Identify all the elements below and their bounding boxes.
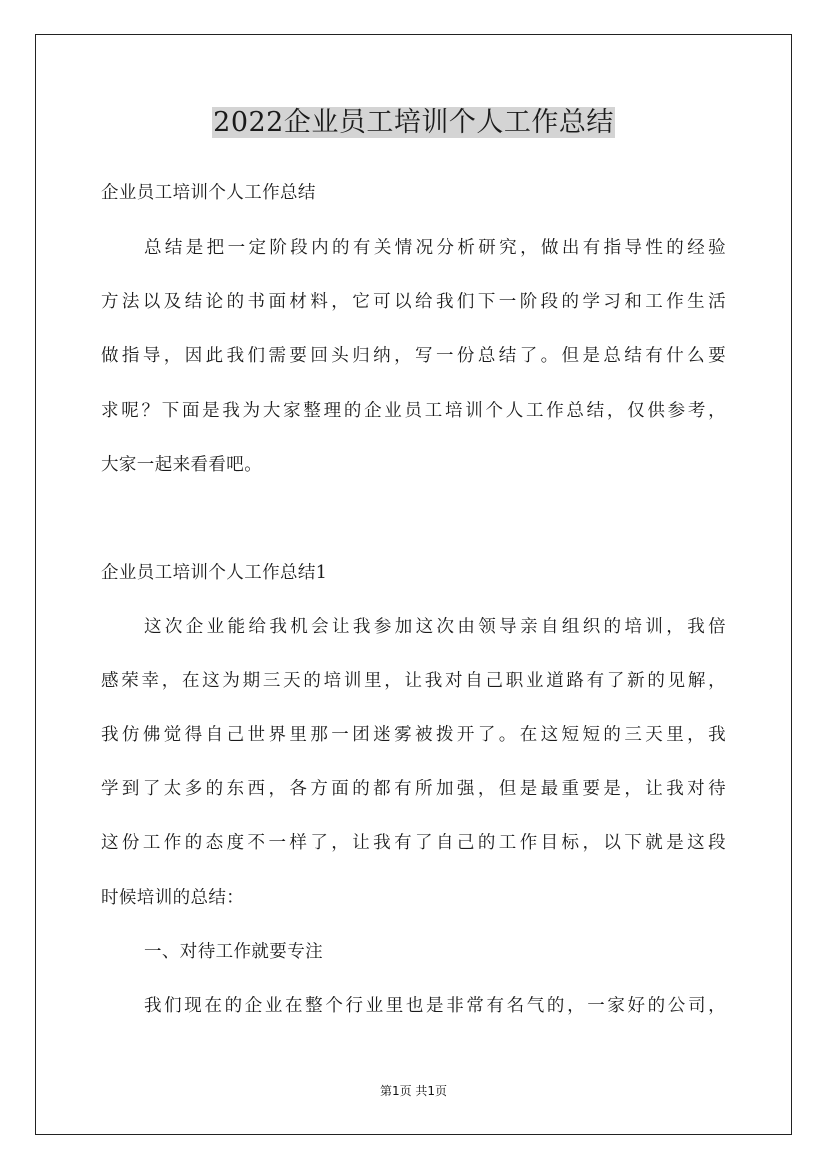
- paragraph-line: 这次企业能给我机会让我参加这次由领导亲自组织的培训，我倍: [144, 617, 726, 637]
- page-footer: 第1页 共1页: [379, 1084, 448, 1098]
- paragraph-line: 做指导，因此我们需要回头归纳，写一份总结了。但是总结有什么要: [101, 346, 726, 366]
- section-heading: 企业员工培训个人工作总结1: [101, 563, 328, 583]
- paragraph-line: 我们现在的企业在整个行业里也是非常有名气的，一家好的公司，: [144, 996, 726, 1016]
- paragraph-line: 我仿佛觉得自己世界里那一团迷雾被拨开了。在这短短的三天里，我: [101, 725, 726, 745]
- point-heading: 一、对待工作就要专注: [144, 942, 323, 962]
- paragraph-line: 求呢？下面是我为大家整理的企业员工培训个人工作总结，仅供参考，: [101, 401, 726, 421]
- document-title-text: 2022企业员工培训个人工作总结: [213, 107, 614, 138]
- paragraph-line: 这份工作的态度不一样了，让我有了自己的工作目标，以下就是这段: [101, 833, 726, 853]
- paragraph-line: 大家一起来看看吧。: [101, 455, 263, 475]
- paragraph-line: 学到了太多的东西，各方面的都有所加强，但是最重要是，让我对待: [101, 779, 726, 799]
- document-subtitle: 企业员工培训个人工作总结: [101, 183, 316, 203]
- paragraph-line: 时候培训的总结：: [101, 888, 245, 908]
- paragraph-line: 感荣幸，在这为期三天的培训里，让我对自己职业道路有了新的见解，: [101, 671, 726, 691]
- document-title: [0, 104, 827, 142]
- paragraph-line: 总结是把一定阶段内的有关情况分析研究，做出有指导性的经验: [144, 238, 726, 258]
- paragraph-line: 方法以及结论的书面材料，它可以给我们下一阶段的学习和工作生活: [101, 292, 726, 312]
